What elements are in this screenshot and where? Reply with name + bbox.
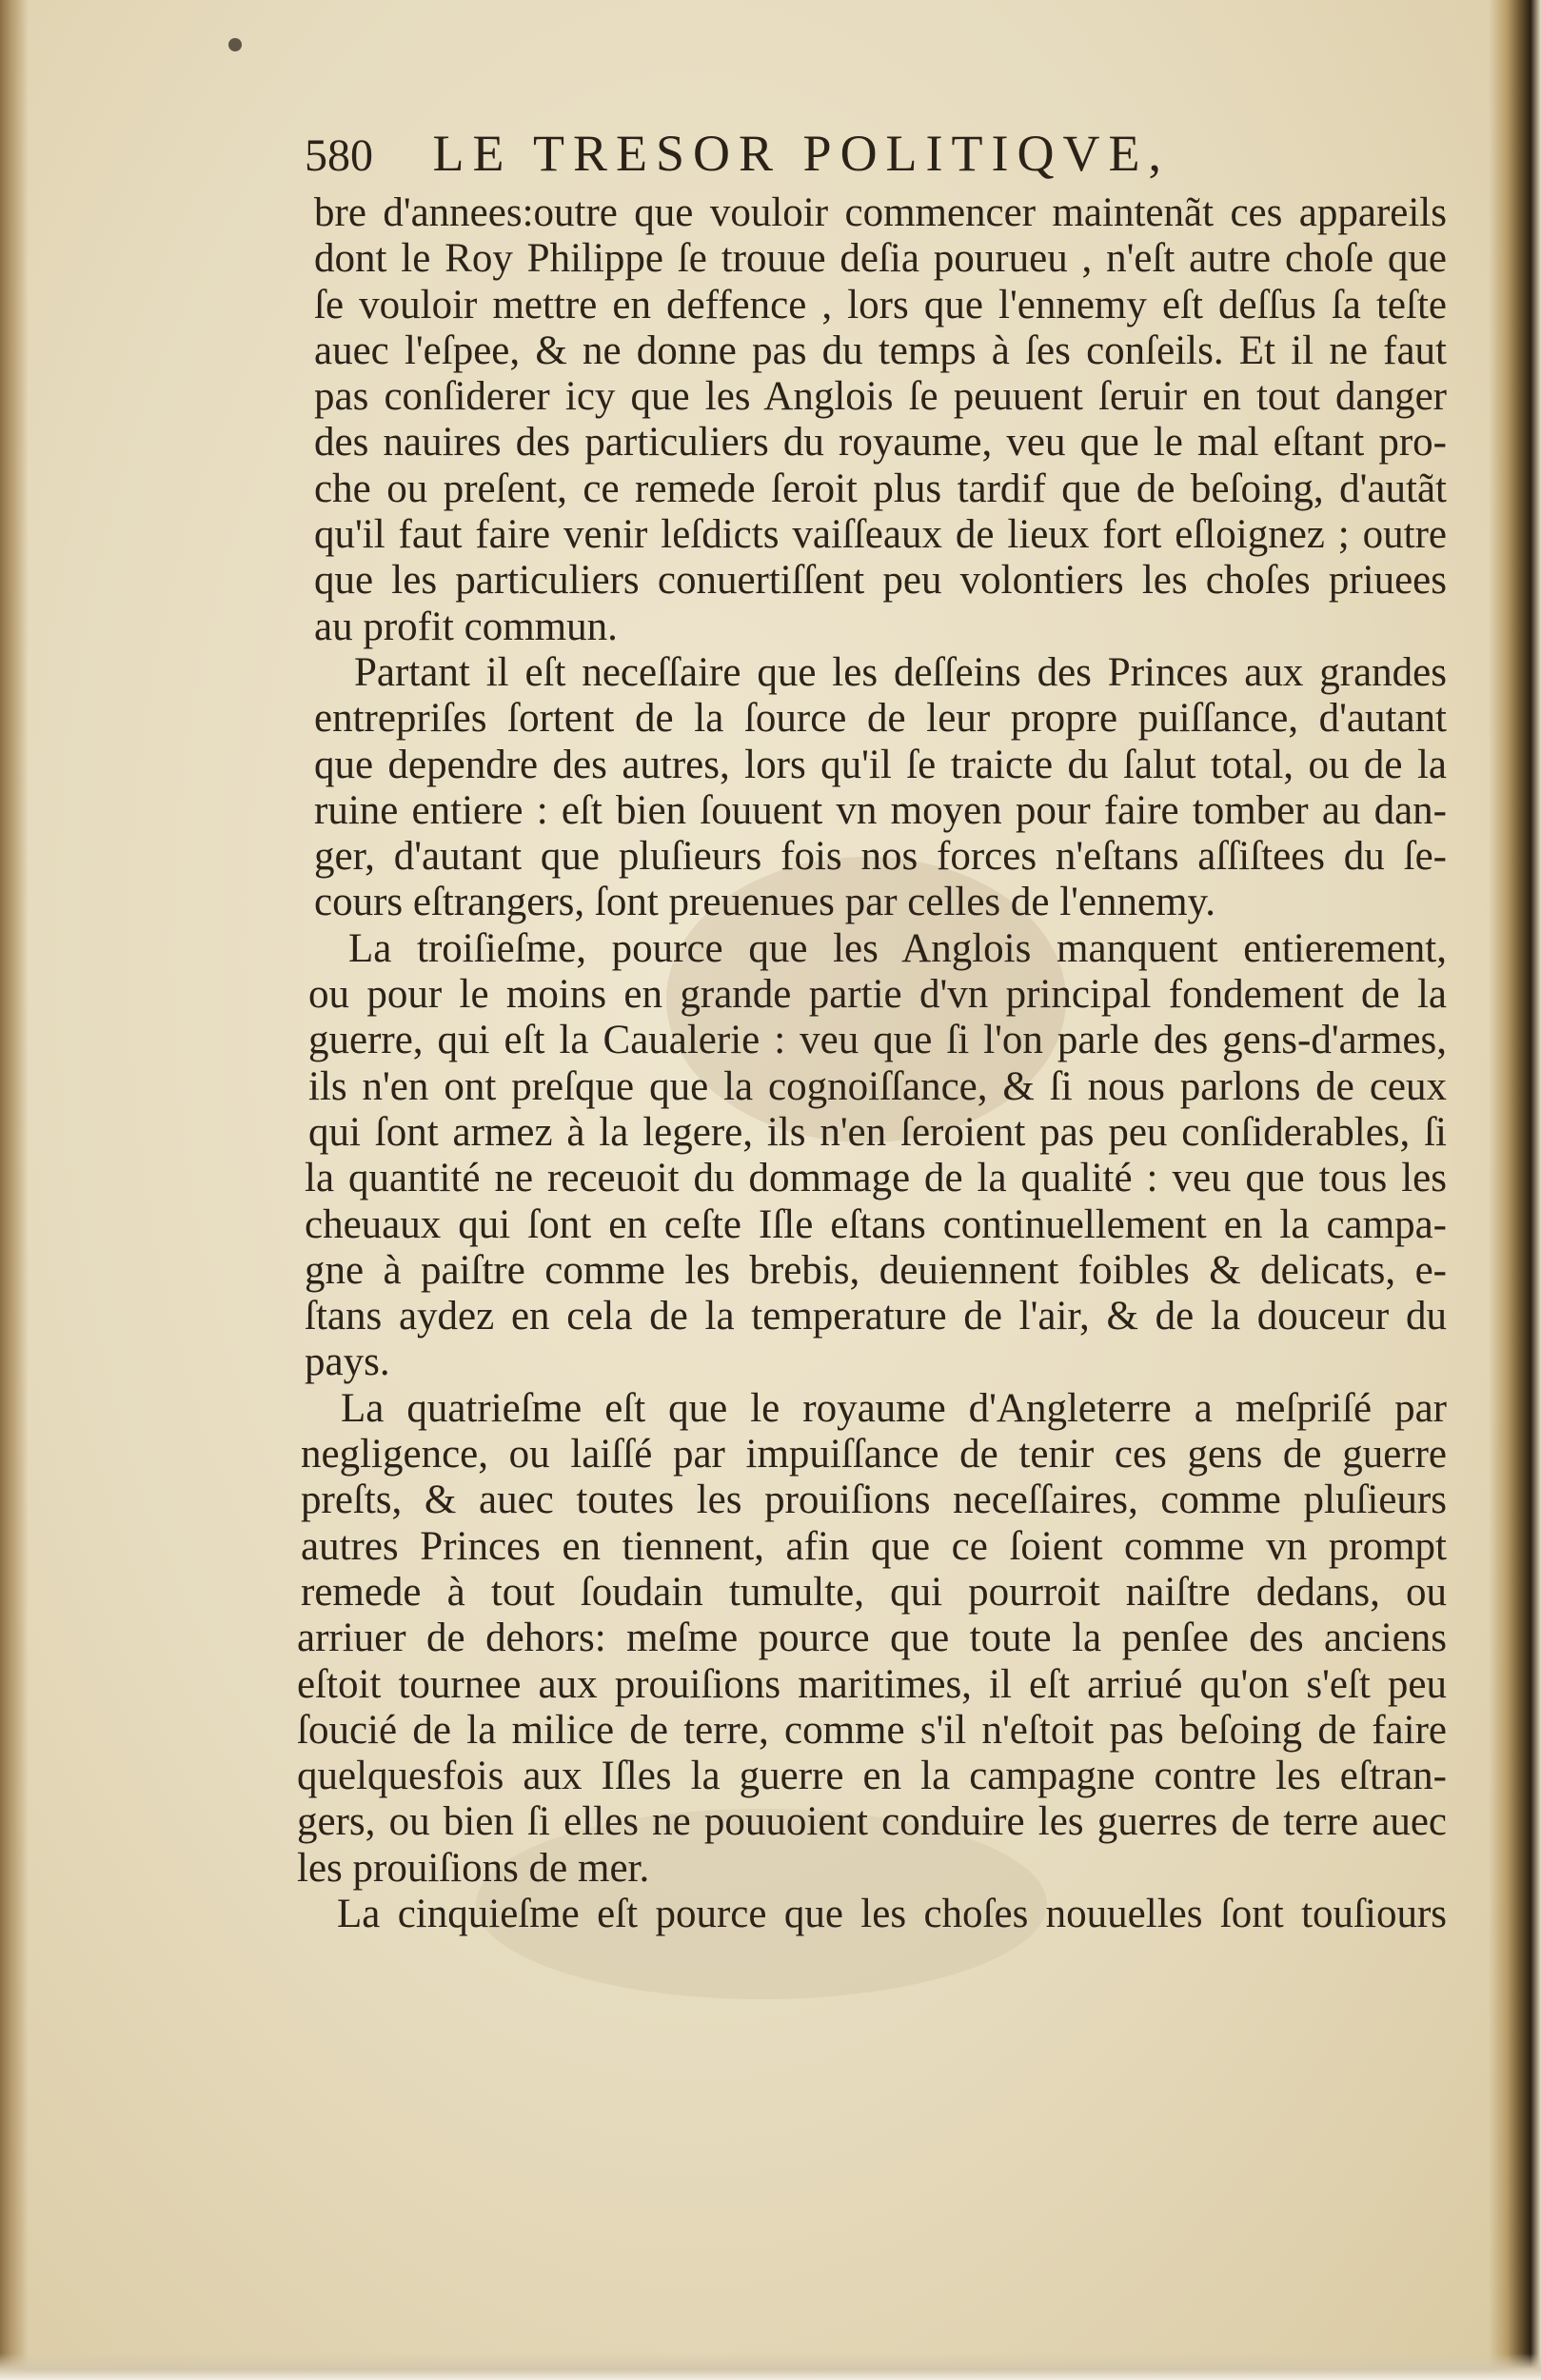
text-line: dont le Roy Philippe ſe trouue deſia pourueu , n'eſt autre choſe que	[314, 236, 1447, 282]
text-line: preſts, & auec toutes les prouiſions neceſſaires, comme pluſieurs	[301, 1478, 1447, 1523]
text-line: bre d'annees:outre que vouloir commencer maintenãt ces appareils	[314, 190, 1447, 235]
page-bottom-edge	[0, 2353, 1541, 2380]
text-line: au profit commun.	[314, 604, 618, 649]
text-line: ſtans aydez en cela de la temperature de l'air, & de la douceur du	[305, 1294, 1447, 1339]
text-line: negligence, ou laiſſé par impuiſſance de tenir ces gens de guerre	[301, 1432, 1447, 1478]
text-line: gers, ou bien ſi elles ne pouuoient conduire les guerres de terre auec	[297, 1799, 1447, 1845]
text-line: la quantité ne receuoit du dommage de la qualité : veu que tous les	[305, 1156, 1447, 1201]
text-line: ils n'en ont preſque que la cognoiſſance, & ſi nous parlons de ceux	[308, 1063, 1447, 1109]
text-line: quelquesfois aux Iſles la guerre en la campagne contre les eſtran-	[297, 1754, 1447, 1799]
text-line: remede à tout ſoudain tumulte, qui pourroit naiſtre dedans, ou	[301, 1569, 1447, 1615]
paragraph-start: La quatrieſme eſt que le royaume d'Angleterre a meſpriſé par	[341, 1385, 1447, 1431]
page-edge-bleed	[1489, 0, 1541, 2380]
text-line: ſoucié de la milice de terre, comme s'il n'eſtoit pas beſoing de faire	[297, 1707, 1447, 1753]
ink-spot	[228, 38, 242, 51]
text-line: ſe vouloir mettre en deffence , lors que l'ennemy eſt deſſus ſa teſte	[314, 282, 1447, 327]
text-line: arriuer de dehors: meſme pource que toute la penſee des anciens	[297, 1616, 1447, 1661]
text-line: pas conſiderer icy que les Anglois ſe peuuent ſeruir en tout danger	[314, 374, 1447, 420]
text-line: cours eſtrangers, ſont preuenues par celles de l'ennemy.	[314, 880, 1216, 925]
paragraph-start: Partant il eſt neceſſaire que les deſſeins des Princes aux grandes	[354, 649, 1447, 695]
paragraph-start: La cinquieſme eſt pource que les choſes nouuelles ſont touſiours	[337, 1891, 1447, 1936]
body-text	[297, 190, 1447, 1937]
text-line: ruine entiere : eſt bien ſouuent vn moyen pour faire tomber au dan-	[314, 787, 1447, 833]
page-number: 580	[305, 130, 373, 181]
text-line: autres Princes en tiennent, afin que ce ſoient comme vn prompt	[301, 1523, 1447, 1569]
running-title: LE TRESOR POLITIQVE,	[432, 125, 1170, 182]
text-line: entrepriſes ſortent de la ſource de leur propre puiſſance, d'autant	[314, 696, 1447, 742]
text-line: des nauires des particuliers du royaume, veu que le mal eſtant pro-	[314, 420, 1447, 466]
text-line: qui ſont armez à la legere, ils n'en ſeroient pas peu conſiderables, ſi	[308, 1109, 1447, 1155]
running-head	[305, 124, 1314, 190]
paragraph-start: La troiſieſme, pource que les Anglois manquent entierement,	[348, 925, 1447, 971]
text-line: qu'il faut faire venir leſdicts vaiſſeaux de lieux fort eſloignez ; outre	[314, 512, 1447, 558]
text-line: cheuaux qui ſont en ceſte Iſle eſtans continuellement en la campa-	[305, 1201, 1447, 1247]
text-line: ou pour le moins en grande partie d'vn principal fondement de la	[308, 972, 1447, 1018]
text-line: que dependre des autres, lors qu'il ſe traicte du ſalut total, ou de la	[314, 742, 1447, 787]
text-line: ger, d'autant que pluſieurs fois nos forces n'eſtans aſſiſtees du ſe-	[314, 834, 1447, 880]
text-line: pays.	[305, 1339, 390, 1385]
text-line: gne à paiſtre comme les brebis, deuiennent foibles & delicats, e-	[305, 1247, 1447, 1293]
text-line: auec l'eſpee, & ne donne pas du temps à ſes conſeils. Et il ne faut	[314, 327, 1447, 373]
text-line: eſtoit tournee aux prouiſions maritimes, il eſt arriué qu'on s'eſt peu	[297, 1661, 1447, 1707]
text-line: que les particuliers conuertiſſent peu volontiers les choſes priuees	[314, 558, 1447, 604]
text-line: les prouiſions de mer.	[297, 1845, 650, 1891]
text-line: guerre, qui eſt la Caualerie : veu que ſi l'on parle des gens-d'armes,	[308, 1018, 1447, 1063]
text-line: che ou preſent, ce remede ſeroit plus tardif que de beſoing, d'autãt	[314, 466, 1447, 511]
